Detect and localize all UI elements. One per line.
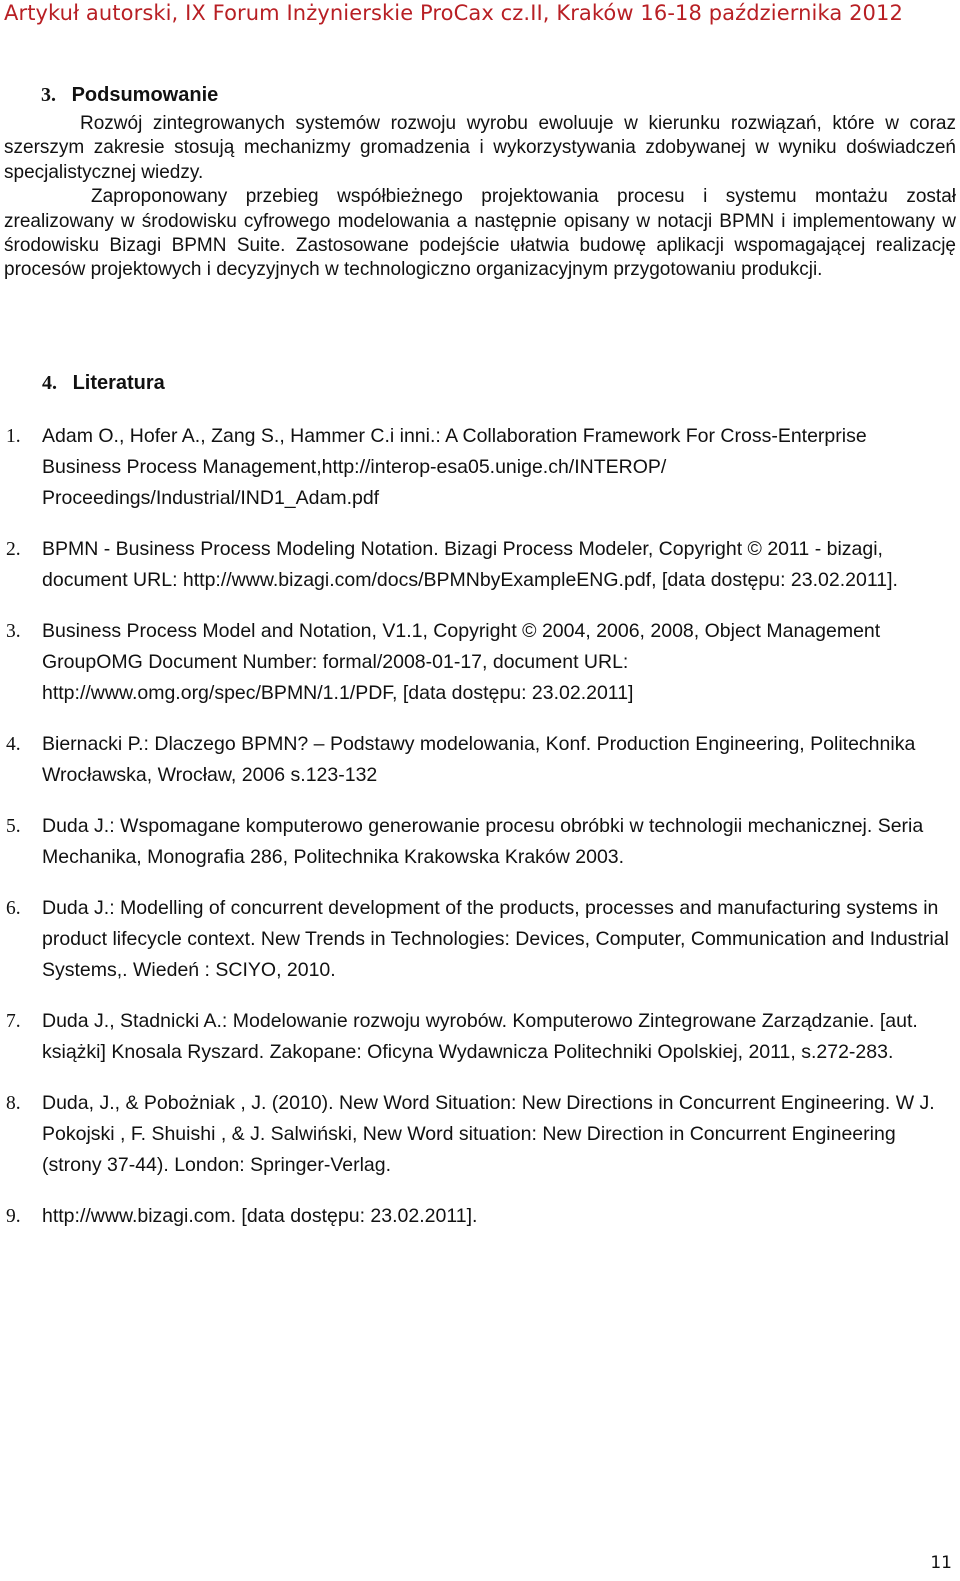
reference-text: Duda J., Stadnicki A.: Modelowanie rozwoju wyrobów. Komputerowo Zintegrowane Zarządzanie. [aut. książki] Knosala Ryszard. Zakopane: Oficyna Wydawnicza Politechniki Opolskiej, 2011, s.272-283. xyxy=(42,1010,918,1063)
reference-item xyxy=(6,1088,950,1181)
reference-number: 6. xyxy=(6,898,21,919)
section-title: Podsumowanie xyxy=(71,84,219,106)
reference-text: Duda J.: Modelling of concurrent development of the products, processes and manufacturing systems in product lifecycle context. New Trends in Technologies: Devices, Computer, Communication and Industrial Systems,. Wiedeń : SCIYO, 2010. xyxy=(42,897,949,981)
reference-number: 2. xyxy=(6,539,21,560)
reference-item xyxy=(6,1006,950,1068)
section-number: 4. xyxy=(42,372,57,394)
running-header: Artykuł autorski, IX Forum Inżynierskie ProCax cz.II, Kraków 16-18 października 2012 xyxy=(4,1,903,25)
section-number: 3. xyxy=(41,84,56,106)
section-title: Literatura xyxy=(72,372,165,394)
reference-item xyxy=(6,534,950,596)
reference-item xyxy=(6,1201,950,1232)
section-heading-literature xyxy=(42,370,165,396)
reference-text: Duda J.: Wspomagane komputerowo generowanie procesu obróbki w technologii mechanicznej. Seria Mechanika, Monografia 286, Politechnika Krakowska Kraków 2003. xyxy=(42,815,924,868)
reference-item xyxy=(6,729,950,791)
reference-number: 3. xyxy=(6,621,21,642)
reference-item xyxy=(6,421,950,514)
reference-text: Biernacki P.: Dlaczego BPMN? – Podstawy modelowania, Konf. Production Engineering, Politechnika Wrocławska, Wrocław, 2006 s.123-132 xyxy=(42,733,916,786)
reference-text: Business Process Model and Notation, V1.1, Copyright © 2004, 2006, 2008, Object Management GroupOMG Document Number: formal/2008-01-17, document URL: http://www.omg.org/spec/BPMN/1.1/PDF, [data dostępu: 23.02.2011] xyxy=(42,620,881,704)
reference-number: 8. xyxy=(6,1093,21,1114)
reference-number: 7. xyxy=(6,1011,21,1032)
summary-paragraph-2: Zaproponowany przebieg współbieżnego projektowania procesu i systemu montażu został zrealizowany w środowisku cyfrowego modelowania a następnie opisany w notacji BPMN i implementowany w środowisku Bizagi BPMN Suite. Zastosowane podejście ułatwia budowę aplikacji wspomagającej realizację procesów projektowych i decyzyjnych w technologiczno organizacyjnym przygotowaniu produkcji. xyxy=(4,186,956,281)
reference-text: http://www.bizagi.com. [data dostępu: 23.02.2011]. xyxy=(42,1205,478,1227)
reference-text: BPMN - Business Process Modeling Notation. Bizagi Process Modeler, Copyright © 2011 - bizagi, document URL: http://www.bizagi.com/docs/BPMNbyExampleENG.pdf, [data dostępu: 23.02.2011]. xyxy=(42,538,898,591)
reference-number: 1. xyxy=(6,426,21,447)
reference-text: Duda, J., & Pobożniak , J. (2010). New Word Situation: New Directions in Concurrent Engineering. W J. Pokojski , F. Shuishi , & J. Salwiński, New Word situation: New Direction in Concurrent Engineering (strony 37-44). London: Springer-Verlag. xyxy=(42,1092,935,1176)
section-heading-summary xyxy=(41,82,218,108)
reference-number: 4. xyxy=(6,734,21,755)
reference-item xyxy=(6,616,950,709)
page-number: 11 xyxy=(930,1553,952,1573)
reference-item xyxy=(6,811,950,873)
reference-text: Adam O., Hofer A., Zang S., Hammer C.i inni.: A Collaboration Framework For Cross-Enterprise Business Process Management,http://interop-esa05.unige.ch/INTEROP/ Proceedings/Industrial/IND1_Adam.pdf xyxy=(42,425,867,509)
reference-number: 5. xyxy=(6,816,21,837)
reference-number: 9. xyxy=(6,1206,21,1227)
summary-section xyxy=(4,112,956,283)
summary-paragraph-1: Rozwój zintegrowanych systemów rozwoju wyrobu ewoluuje w kierunku rozwiązań, które w coraz szerszym zakresie stosują mechanizmy gromadzenia i wykorzystywania zdobywanej w wyniku doświadczeń specjalistycznej wiedzy. xyxy=(4,113,956,183)
reference-list xyxy=(6,421,950,1252)
reference-item xyxy=(6,893,950,986)
